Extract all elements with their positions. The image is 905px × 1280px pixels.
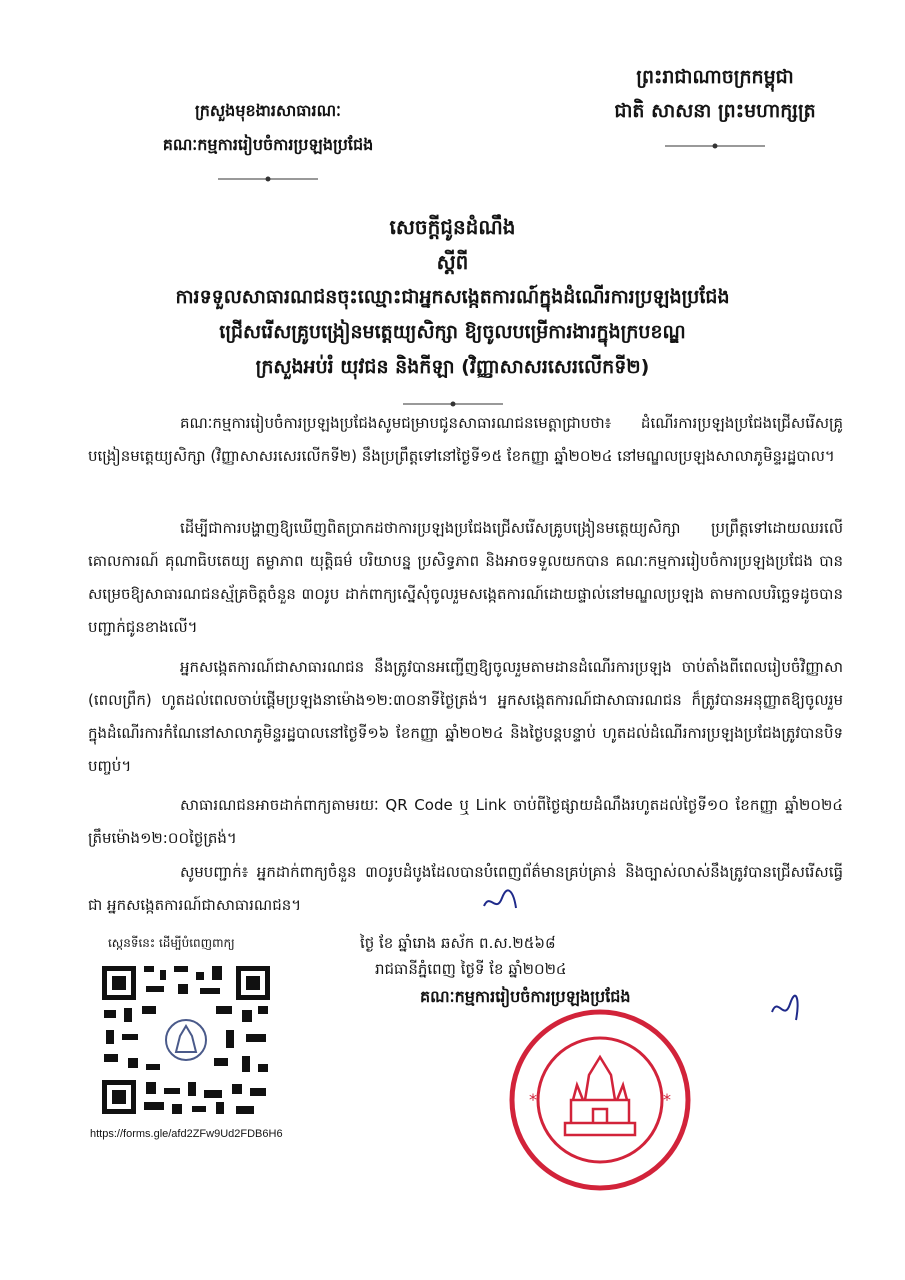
committee-name: គណៈកម្មការរៀបចំការប្រឡងប្រជែង [162,135,374,154]
place-date: រាជធានីភ្នំពេញ ថ្ងៃទី ខែ ឆ្នាំ២០២៤ [375,960,567,978]
title-line-4: ជ្រើសរើសគ្រូបង្រៀនមត្តេយ្យសិក្សា ឱ្យចូលបម្រើការងារក្នុងក្របខណ្ឌ [219,321,686,343]
paragraph-5-text: សូមបញ្ជាក់៖ អ្នកដាក់ពាក្យចំនួន ៣០រូបដំបូងដែលបានបំពេញព័ត៌មានគ្រប់គ្រាន់ និងច្បាស់លាស់នឹងត្រូវបានជ្រើសរើសធ្វើជា អ្នកសង្កេតការណ៍ជាសាធារណជន។ [88,863,843,914]
paragraph-4 [88,789,843,855]
lunar-date: ថ្ងៃ ខែ ឆ្នាំរោង ឆស័ក ព.ស.២៥៦៨ [360,934,556,952]
national-motto: ជាតិ សាសនា ព្រះមហាក្សត្រ [614,100,816,122]
ministry-name: ក្រសួងមុខងារសាធារណៈ [195,101,341,120]
svg-text:*: * [663,1090,671,1109]
kingdom-header [595,60,835,162]
notice-title [60,210,845,420]
kingdom-name: ព្រះរាជាណាចក្រកម្ពុជា [636,66,794,88]
qr-code-icon[interactable] [96,960,276,1120]
title-line-5: ក្រសួងអប់រំ យុវជន និងកីឡា (វិញ្ញាសាសរសេរលើកទី២) [255,356,650,378]
paragraph-3 [88,651,843,783]
paragraph-3-text: អ្នកសង្កេតការណ៍ជាសាធារណជន នឹងត្រូវបានអញ្ជើញឱ្យចូលរួមតាមដានដំណើរការប្រឡង ចាប់តាំងពីពេលរៀបចំវិញ្ញាសា (ពេលព្រឹក) ហូតដល់ពេលចាប់ផ្តើមប្រឡងនាម៉ោង១២:៣០នាទីថ្ងៃត្រង់។ អ្នកសង្កេតការណ៍ជាសាធារណជន ក៏ត្រូវបានអនុញ្ញាតឱ្យចូលរួមក្នុងដំណើរការកំណែនៅសាលាភូមិន្ទរដ្ឋបាលនៅថ្ងៃទី១៦ ខែកញ្ញា ឆ្នាំ២០២៤ និងថ្ងៃបន្តបន្ទាប់ ហូតដល់ដំណើរការប្រឡងប្រជែងត្រូវបានបិទបញ្ចប់។ [88,658,843,775]
paragraph-1-text: គណៈកម្មការរៀបចំការប្រឡងប្រជែងសូមជម្រាបជូនសាធារណជនមេត្តាជ្រាបថា៖ ដំណើរការប្រឡងប្រជែងជ្រើសរើសគ្រូបង្រៀនមត្តេយ្យសិក្សា (វិញ្ញាសាសរសេរលើកទី២) នឹងប្រព្រឹត្តទៅនៅថ្ងៃទី១៥ ខែកញ្ញា ឆ្នាំ២០២៤ នៅមណ្ឌលប្រឡងសាលាភូមិន្ទរដ្ឋបាល។ [88,414,843,465]
paragraph-2 [88,512,843,644]
ornament-divider [665,141,765,151]
paragraph-4-text: សាធារណជនអាចដាក់ពាក្យតាមរយៈ QR Code ឬ Link ចាប់ពីថ្ងៃផ្សាយដំណឹងរហូតដល់ថ្ងៃទី១០ ខែកញ្ញា ឆ្នាំ២០២៤ ត្រឹមម៉ោង១២:០០ថ្ងៃត្រង់។ [88,796,843,847]
qr-scan-label: ស្កេនទីនេះ ដើម្បីបំពេញពាក្យ [108,936,235,950]
paragraph-5 [88,856,843,922]
title-line-2: ស្តីពី [436,250,469,274]
svg-text:*: * [529,1090,537,1109]
ministry-header [118,94,418,196]
signing-committee: គណៈកម្មការរៀបចំការប្រឡងប្រជែង [420,987,631,1006]
official-seal-icon [505,1005,695,1195]
handwritten-initial-icon [480,888,520,918]
handwritten-initial-icon [766,992,806,1026]
ornament-divider [218,174,318,184]
title-line-3: ការទទួលសាធារណជនចុះឈ្មោះជាអ្នកសង្កេតការណ៍ក្នុងដំណើរការប្រឡងប្រជែង [175,286,730,308]
qr-form-link[interactable]: https://forms.gle/afd2ZFw9Ud2FDB6H6 [90,1128,283,1140]
paragraph-2-text: ដើម្បីជាការបង្ហាញឱ្យឃើញពិតប្រាកដថាការប្រឡងប្រជែងជ្រើសរើសគ្រូបង្រៀនមត្តេយ្យសិក្សា ប្រព្រឹត្តទៅដោយឈរលើគោលការណ៍ គុណាធិបតេយ្យ តម្លាភាព យុត្តិធម៌ បរិយាបន្ន ប្រសិទ្ធភាព និងអាចទទួលយកបាន គណៈកម្មការរៀបចំការប្រឡងប្រជែង បានសម្រេចឱ្យសាធារណជនស្ម័គ្រចិត្តចំនួន ៣០រូប ដាក់ពាក្យស្នើសុំចូលរួមសង្កេតការណ៍ដោយផ្ទាល់នៅមណ្ឌលប្រឡង តាមកាលបរិច្ឆេទដូចបានបញ្ជាក់ជូនខាងលើ។ [88,519,843,636]
paragraph-1 [88,407,843,473]
title-line-1: សេចក្តីជូនដំណឹង [389,215,516,239]
